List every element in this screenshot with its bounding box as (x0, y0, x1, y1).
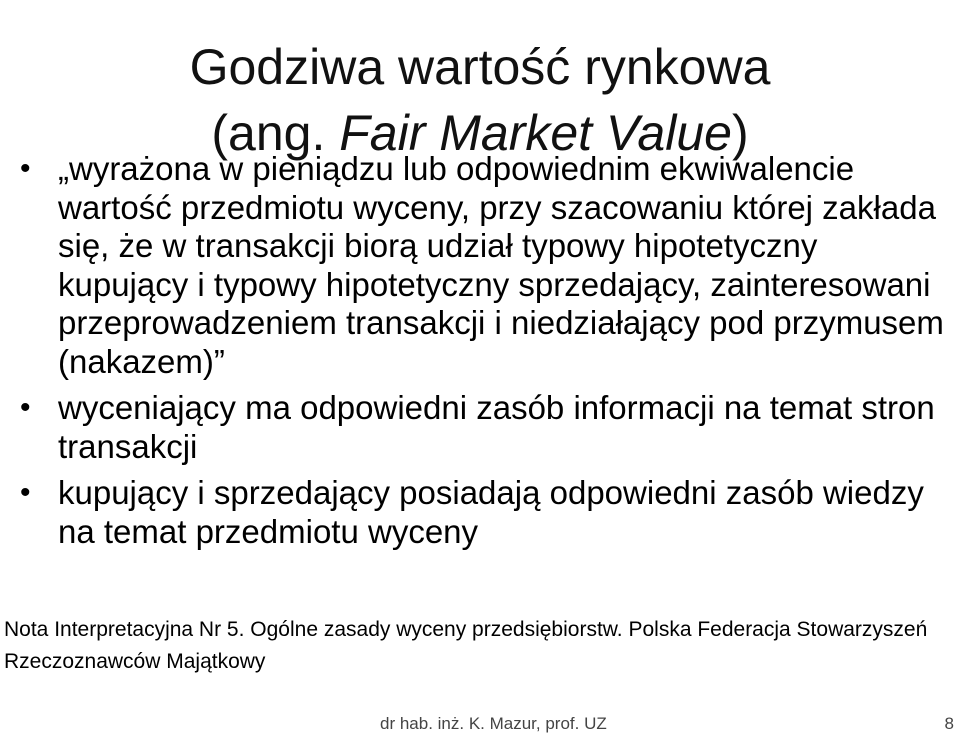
title-line-2-prefix: (ang. (211, 104, 340, 161)
bullet-item-knowledge: • kupujący i sprzedający posiadają odpowiedni zasób wiedzy na temat przedmiotu wyceny (58, 474, 948, 551)
bullet-item-information: • wyceniający ma odpowiedni zasób informacji na temat stron transakcji (58, 389, 948, 466)
title-line-2-italic: Fair Market Value (339, 104, 732, 161)
page-number: 8 (944, 714, 954, 733)
slide-title (0, 34, 960, 166)
title-line-1: Godziwa wartość rynkowa (189, 38, 771, 95)
footer-author: dr hab. inż. K. Mazur, prof. UZ (380, 714, 607, 733)
title-line-2-suffix: ) (731, 104, 749, 161)
bullet-list (58, 150, 948, 559)
bullet-item-definition: • „wyrażona w pieniądzu lub odpowiednim ekwiwalencie wartość przedmiotu wyceny, przy szacowaniu której zakłada się, że w transakcji biorą udział typowy hipotetyczny kupujący i typowy hipotetyczny sprzedający, zainteresowani przeprowadzeniem transakcji i niedziałający pod przymusem (nakazem)” (58, 150, 948, 381)
source-citation: Nota Interpretacyjna Nr 5. Ogólne zasady wyceny przedsiębiorstw. Polska Federacja Stowarzyszeń Rzeczoznawców Majątkowy (4, 618, 928, 673)
